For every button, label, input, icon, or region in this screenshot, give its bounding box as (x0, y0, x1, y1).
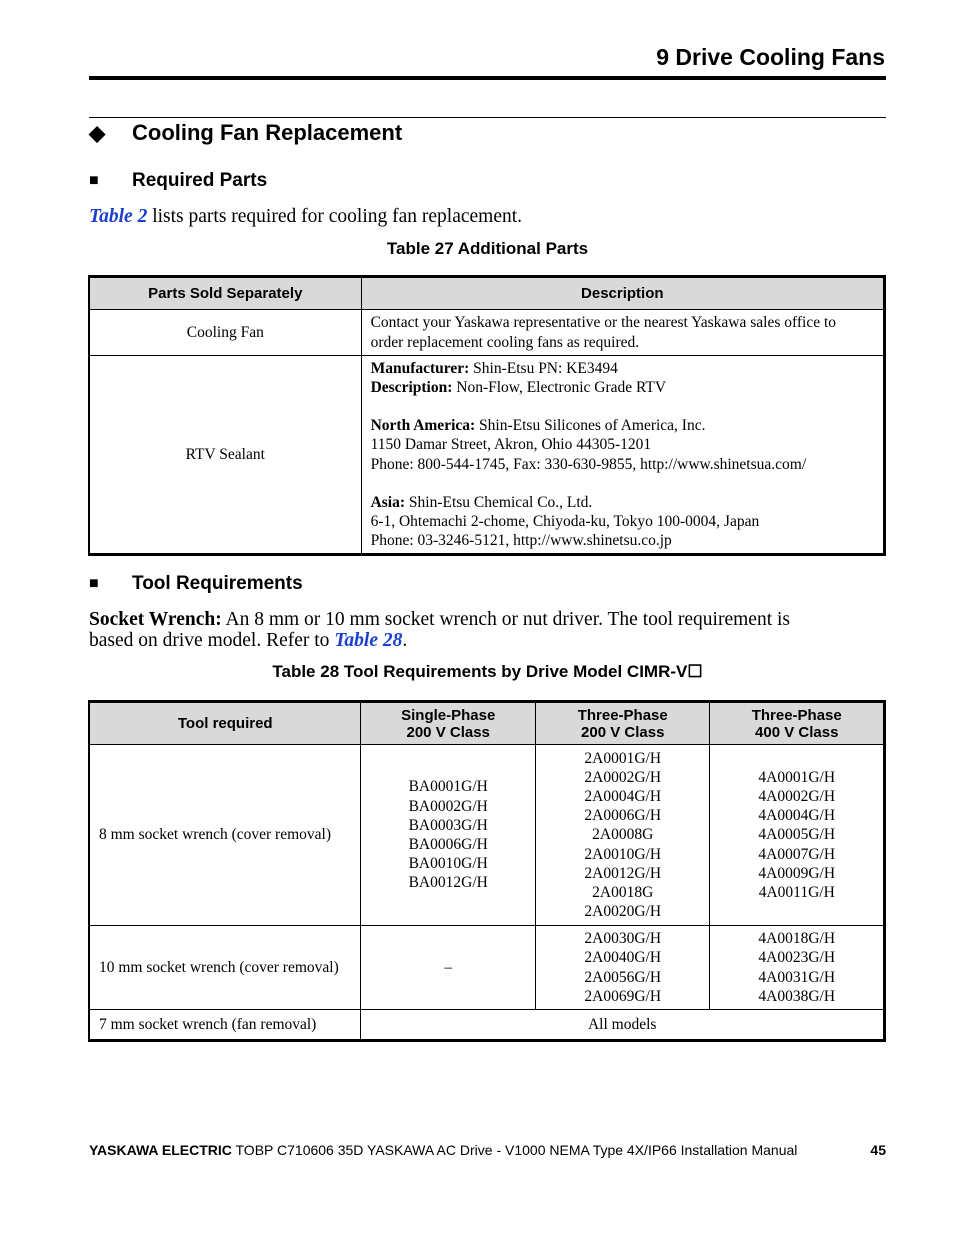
tool-name: 10 mm socket wrench (cover removal) (89, 926, 361, 1010)
intro-text: lists parts required for cooling fan replacement. (147, 206, 523, 227)
model-number: BA0001G/H (408, 778, 488, 796)
header-line: 200 V Class (581, 723, 665, 741)
header-line: 400 V Class (755, 723, 839, 741)
three-phase-400-models (710, 926, 885, 1010)
section-rule (89, 117, 886, 118)
col-tool-header: Tool required (89, 702, 361, 745)
tool-name: 7 mm socket wrench (fan removal) (89, 1010, 361, 1041)
model-number: 4A0001G/H (758, 768, 836, 786)
table-row (89, 745, 885, 926)
diamond-bullet-icon: ◆ (89, 121, 106, 145)
col-three-phase-400-header (710, 702, 885, 745)
model-number: 4A0004G/H (758, 807, 836, 825)
tool-name: 8 mm socket wrench (cover removal) (89, 745, 361, 926)
single-phase-models (361, 745, 536, 926)
north-america-line (371, 416, 875, 435)
model-number: 2A0020G/H (584, 903, 662, 921)
model-number: BA0006G/H (408, 836, 488, 853)
manufacturer-value: Shin-Etsu PN: KE3494 (469, 359, 618, 377)
north-america-company: Shin-Etsu Silicones of America, Inc. (475, 417, 706, 435)
model-number: 2A0006G/H (584, 807, 662, 825)
description-label: Description: (370, 378, 453, 396)
table-header-row (89, 277, 885, 310)
model-number: 2A0030G/H (584, 930, 662, 948)
section-title: Cooling Fan Replacement (132, 120, 403, 145)
table-row (89, 926, 885, 1010)
tool-requirements-heading (89, 573, 303, 595)
model-number: 2A0004G/H (584, 787, 662, 805)
square-bullet-icon: ■ (89, 172, 99, 189)
all-models-cell: All models (361, 1010, 885, 1041)
table-2-link[interactable]: Table 2 (89, 206, 148, 227)
description-value: Non-Flow, Electronic Grade RTV (452, 378, 667, 396)
col-description-header: Description (361, 277, 884, 310)
square-bullet-icon: ■ (89, 575, 99, 592)
model-number: 4A0038G/H (758, 987, 836, 1005)
manufacturer-label: Manufacturer: (370, 359, 470, 377)
north-america-address: 1150 Damar Street, Akron, Ohio 44305-1201 (370, 436, 652, 454)
part-description (361, 356, 884, 555)
chapter-title: 9 Drive Cooling Fans (656, 44, 885, 70)
model-number: BA0002G/H (408, 797, 488, 815)
model-number: 4A0005G/H (758, 826, 836, 844)
three-phase-200-models (535, 745, 710, 926)
socket-wrench-paragraph (89, 609, 790, 651)
model-number: 4A0018G/H (758, 930, 836, 948)
lead-end: . (402, 630, 408, 651)
tool-requirements-title: Tool Requirements (132, 573, 303, 594)
asia-address: 6-1, Ohtemachi 2-chome, Chiyoda-ku, Tokyo 100-0004, Japan (370, 512, 760, 530)
three-phase-400-models (710, 745, 885, 926)
header-line: Single-Phase (401, 706, 496, 724)
model-number: 2A0040G/H (584, 949, 662, 967)
lead-text: An 8 mm or 10 mm socket wrench or nut driver. The tool requirement is (221, 609, 790, 630)
model-number: 4A0002G/H (758, 787, 836, 805)
description-line (371, 378, 875, 397)
model-number: 2A0012G/H (584, 864, 662, 882)
north-america-label: North America: (370, 417, 476, 435)
table-row (89, 310, 885, 356)
asia-line (371, 493, 875, 512)
model-number: 2A0056G/H (584, 968, 662, 986)
socket-wrench-label: Socket Wrench: (89, 609, 222, 630)
asia-contact: Phone: 03-3246-5121, http://www.shinetsu.co.jp (370, 532, 672, 550)
model-number: 2A0002G/H (584, 768, 662, 786)
asia-company: Shin-Etsu Chemical Co., Ltd. (405, 493, 593, 511)
required-parts-title: Required Parts (132, 170, 268, 191)
part-name: Cooling Fan (89, 310, 361, 356)
model-number: 2A0010G/H (584, 845, 662, 863)
table-header-row (89, 702, 885, 745)
header-line: 200 V Class (406, 723, 490, 741)
asia-label: Asia: (370, 493, 406, 511)
desc-line: order replacement cooling fans as required. (370, 333, 640, 351)
model-number: – (444, 958, 453, 976)
part-description (361, 310, 884, 356)
required-parts-heading (89, 170, 267, 192)
table-28-link[interactable]: Table 28 (334, 630, 403, 651)
footer-document (89, 1142, 797, 1158)
model-number: BA0003G/H (408, 816, 488, 834)
table-27-caption: Table 27 Additional Parts (386, 239, 589, 258)
model-number: 2A0008G (592, 826, 654, 844)
col-single-phase-header (361, 702, 536, 745)
lead-text: based on drive model. Refer to (89, 630, 335, 651)
tool-requirements-table (88, 700, 886, 1042)
part-name: RTV Sealant (89, 356, 361, 555)
table-row (89, 356, 885, 555)
col-three-phase-200-header (535, 702, 710, 745)
manufacturer-line (371, 359, 875, 378)
single-phase-models (361, 926, 536, 1010)
table-28-caption: Table 28 Tool Requirements by Drive Model CIMR-V☐ (272, 662, 703, 681)
model-number: 2A0018G (592, 884, 654, 901)
col-parts-header: Parts Sold Separately (89, 277, 361, 310)
model-number: 4A0011G/H (758, 884, 835, 901)
model-number: 4A0009G/H (758, 864, 836, 882)
header-line: Three-Phase (577, 706, 668, 724)
desc-line: Contact your Yaskawa representative or the nearest Yaskawa sales office to (370, 314, 837, 332)
model-number: 2A0069G/H (584, 987, 662, 1005)
three-phase-200-models (535, 926, 710, 1010)
model-number: 4A0023G/H (758, 949, 836, 967)
header-rule (89, 76, 886, 80)
model-number: 4A0007G/H (758, 845, 836, 863)
model-number: BA0012G/H (408, 874, 488, 892)
table-row (89, 1010, 885, 1041)
model-number: 4A0031G/H (758, 968, 836, 986)
section-heading (89, 120, 402, 146)
additional-parts-table (88, 275, 886, 556)
header-line: Three-Phase (751, 706, 842, 724)
model-number: 2A0001G/H (584, 749, 662, 767)
required-parts-intro (89, 206, 522, 227)
footer-doc-title: TOBP C710606 35D YASKAWA AC Drive - V1000 NEMA Type 4X/IP66 Installation Manual (231, 1142, 798, 1158)
page-number: 45 (870, 1142, 886, 1158)
footer-brand: YASKAWA ELECTRIC (89, 1142, 232, 1158)
north-america-contact: Phone: 800-544-1745, Fax: 330-630-9855, http://www.shinetsua.com/ (370, 455, 807, 473)
page-footer (89, 1142, 886, 1158)
model-number: BA0010G/H (408, 855, 488, 873)
